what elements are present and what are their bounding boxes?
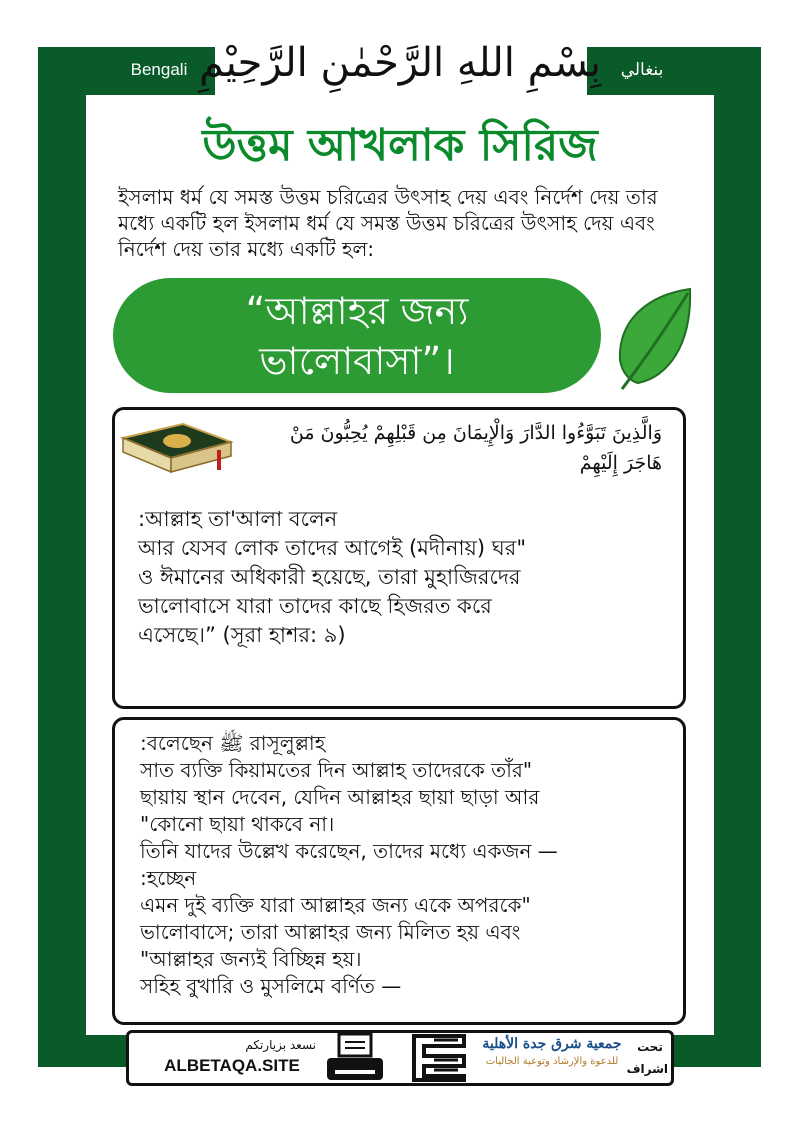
highlight-line-2: ভালোবাসা”। xyxy=(259,338,455,383)
supervision-line-2: اشراف xyxy=(626,1062,668,1076)
supervision-label xyxy=(626,1036,668,1080)
quran-line: ও ঈমানের অধিকারী হয়েছে, তারা মুহাজিরদের xyxy=(138,565,521,589)
quran-intro: :আল্লাহ তা'আলা বলেন xyxy=(138,507,338,531)
intro-paragraph: ইসলাম ধর্ম যে সমস্ত উত্তম চরিত্রের উৎসাহ দেয় এবং নির্দেশ দেয় তার মধ্যে একটি হল ইসলাম ধর্ম যে সমস্ত উত্তম চরিত্রের উৎসাহ দেয় এবং নির্দেশ দেয় তার মধ্যে একটি হল: xyxy=(118,185,658,261)
hadith-line: "কোনো ছায়া থাকবে না। xyxy=(140,812,335,836)
language-label-arabic: بنغالي xyxy=(620,60,664,79)
printer-icon[interactable] xyxy=(325,1032,385,1084)
kufic-logo-icon xyxy=(410,1032,468,1084)
basmala-calligraphy: بِسْمِ اللهِ الرَّحْمٰنِ الرَّحِيْمِ xyxy=(198,40,602,86)
highlight-banner xyxy=(113,278,601,393)
hadith-line: ভালোবাসে; তারা আল্লাহর জন্য মিলিত হয় এবং xyxy=(140,920,521,944)
hadith-line: ছায়ায় স্থান দেবেন, যেদিন আল্লাহর ছায়া ছাড়া আর xyxy=(140,785,540,809)
quran-line: এসেছে।” (সূরা হাশর: ৯) xyxy=(138,623,346,647)
supervision-line-1: تحت xyxy=(637,1040,663,1054)
highlight-line-1: “আল্লাহর জন্য xyxy=(245,288,469,333)
hadith-line: "আল্লাহর জন্যই বিচ্ছিন্ন হয়। xyxy=(140,947,362,971)
visit-label: نسعد بزيارتكم xyxy=(245,1038,316,1052)
hadith-line: সাত ব্যক্তি কিয়ামতের দিন আল্লাহ তাদেরকে তাঁর" xyxy=(140,758,533,782)
quran-translation xyxy=(138,505,678,650)
quran-book-icon xyxy=(117,420,235,478)
hadith-text xyxy=(140,730,680,1000)
site-link[interactable]: ALBETAQA.SITE xyxy=(164,1056,300,1075)
association-name: جمعية شرق جدة الأهلية xyxy=(482,1036,622,1052)
hadith-line: তিনি যাদের উল্লেখ করেছেন, তাদের মধ্যে একজন — xyxy=(140,839,558,863)
hadith-line: এমন দুই ব্যক্তি যারা আল্লাহর জন্য একে অপরকে" xyxy=(140,893,531,917)
page-title: উত্তম আখলাক সিরিজ xyxy=(202,120,598,171)
quran-arabic-text: وَالَّذِينَ تَبَوَّءُوا الدَّارَ وَالْإِيمَانَ مِن قَبْلِهِمْ يُحِبُّونَ مَنْ هَاجَرَ إِلَيْهِمْ xyxy=(289,422,662,474)
association-subtitle: للدعوة والإرشاد وتوعية الجاليات xyxy=(485,1056,619,1067)
hadith-line: সহিহ বুখারি ও মুসলিমে বর্ণিত — xyxy=(140,974,402,998)
quran-line: ভালোবাসে যারা তাদের কাছে হিজরত করে xyxy=(138,594,492,618)
association-logo xyxy=(482,1034,622,1070)
quran-line: আর যেসব লোক তাদের আগেই (মদীনায়) ঘর" xyxy=(138,536,526,560)
hadith-line: :বলেছেন ﷺ রাসূলুল্লাহ xyxy=(140,731,326,755)
hadith-line: :হচ্ছেন xyxy=(140,866,197,890)
language-label-english: Bengali xyxy=(130,60,188,79)
leaf-icon xyxy=(608,285,698,395)
